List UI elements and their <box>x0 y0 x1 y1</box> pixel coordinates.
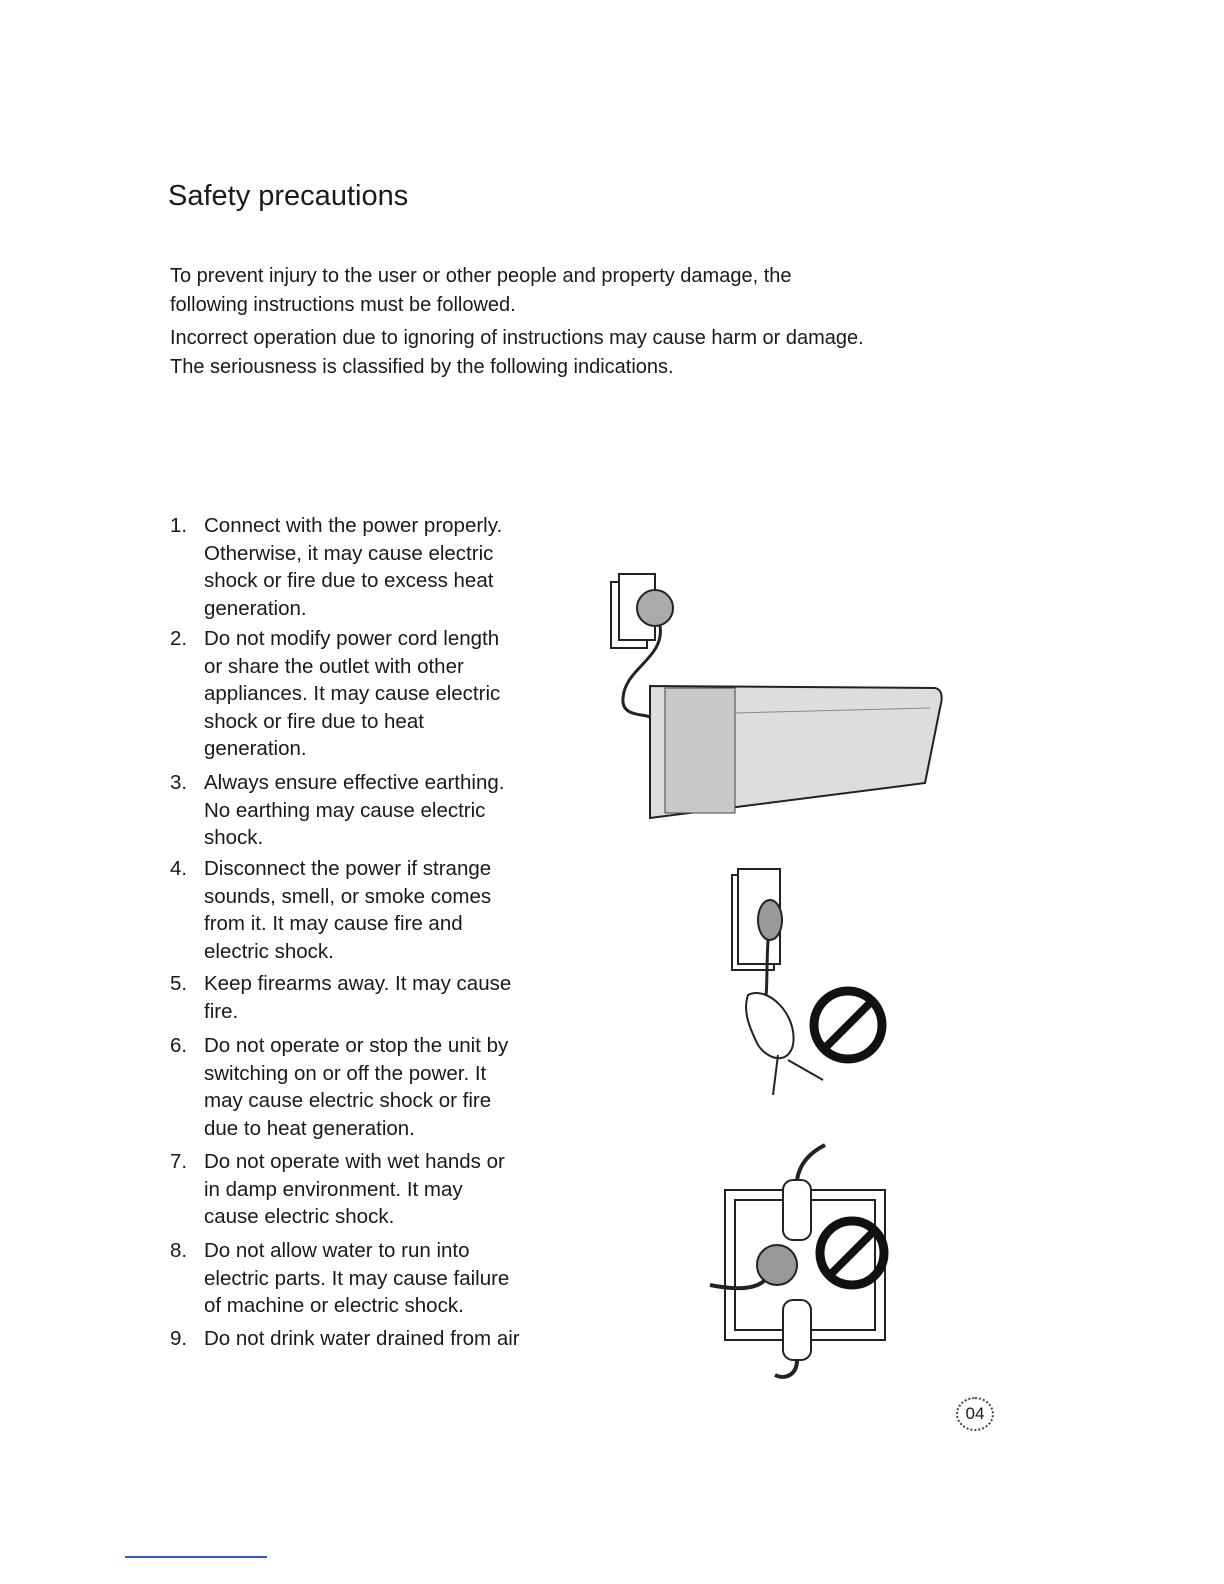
item-line: Do not operate or stop the unit by <box>204 1034 509 1057</box>
intro-line: following instructions must be followed. <box>170 294 516 316</box>
item-line: Do not modify power cord length <box>204 627 500 650</box>
item-number: 4. <box>170 857 188 880</box>
intro-line: The seriousness is classified by the following indications. <box>170 356 674 378</box>
item-line: switching on or off the power. It <box>204 1061 487 1085</box>
item-text <box>204 769 504 852</box>
item-line: generation. <box>204 596 307 620</box>
item-line: generation. <box>204 737 307 760</box>
ac-unit-plug-illustration <box>605 568 950 828</box>
intro-line: Incorrect operation due to ignoring of instructions may cause harm or damage. <box>170 327 864 349</box>
item-text <box>204 1325 520 1353</box>
item-number: 1. <box>170 514 188 537</box>
shared-outlet-prohibited-illustration <box>705 1140 895 1380</box>
item-text <box>204 855 491 965</box>
item-number: 2. <box>170 627 188 650</box>
item-number: 5. <box>170 972 188 995</box>
intro-line: To prevent injury to the user or other people and property damage, the <box>170 265 792 287</box>
item-line: Do not operate with wet hands or <box>204 1150 505 1173</box>
item-line: due to heat generation. <box>204 1116 415 1140</box>
item-line: from it. It may cause fire and <box>204 912 463 935</box>
intro-paragraph-1 <box>170 262 792 320</box>
item-line: fire. <box>204 999 239 1023</box>
item-text <box>204 970 511 1025</box>
item-line: Keep firearms away. It may cause <box>204 972 512 995</box>
item-line: or share the outlet with other <box>204 654 464 678</box>
page-number: 04 <box>956 1397 994 1431</box>
intro-paragraph-2 <box>170 324 864 382</box>
item-line: shock or fire due to heat <box>204 709 424 733</box>
item-line: sounds, smell, or smoke comes <box>204 884 492 908</box>
item-line: Do not drink water drained from air <box>204 1327 520 1350</box>
item-line: No earthing may cause electric <box>204 798 486 822</box>
item-line: shock or fire due to excess heat <box>204 569 494 592</box>
footer-rule <box>125 1556 267 1558</box>
item-line: in damp environment. It may <box>204 1177 463 1201</box>
item-line: appliances. It may cause electric <box>204 682 501 705</box>
item-line: Do not allow water to run into <box>204 1239 470 1262</box>
item-line: electric parts. It may cause failure <box>204 1266 510 1290</box>
item-text <box>204 625 500 763</box>
item-line: Disconnect the power if strange <box>204 857 492 880</box>
item-number: 6. <box>170 1034 188 1057</box>
item-number: 7. <box>170 1150 188 1173</box>
item-line: electric shock. <box>204 939 334 963</box>
item-number: 9. <box>170 1327 188 1350</box>
item-text <box>204 1148 505 1231</box>
item-text <box>204 1237 509 1320</box>
item-line: cause electric shock. <box>204 1205 395 1228</box>
item-line: Connect with the power properly. <box>204 514 503 537</box>
item-line: Otherwise, it may cause electric <box>204 541 494 565</box>
item-number: 8. <box>170 1239 188 1262</box>
pull-cord-prohibited-illustration <box>728 865 893 1100</box>
item-line: Always ensure effective earthing. <box>204 771 505 794</box>
page-title: Safety precautions <box>168 180 409 212</box>
item-line: of machine or electric shock. <box>204 1294 464 1317</box>
item-number: 3. <box>170 771 188 794</box>
item-text <box>204 512 502 622</box>
item-line: may cause electric shock or fire <box>204 1089 492 1112</box>
item-line: shock. <box>204 826 264 849</box>
item-text <box>204 1032 508 1142</box>
